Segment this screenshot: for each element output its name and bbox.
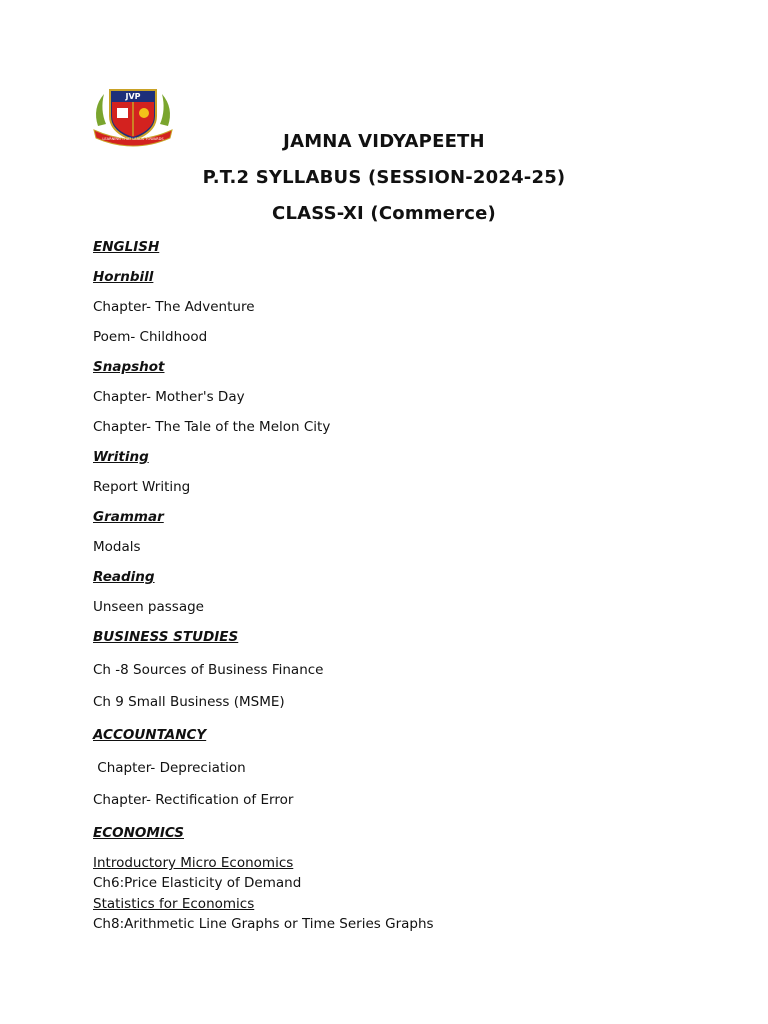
economics-heading: ECONOMICS (93, 825, 184, 841)
grammar-heading: Grammar (93, 509, 164, 525)
hornbill-poem: Poem- Childhood (93, 329, 208, 345)
snapshot-chapter-2: Chapter- The Tale of the Melon City (93, 419, 331, 435)
accountancy-chapter-2: Chapter- Rectification of Error (93, 792, 294, 808)
reading-item: Unseen passage (93, 599, 204, 615)
snapshot-heading: Snapshot (93, 359, 165, 375)
business-studies-heading: BUSINESS STUDIES (93, 629, 239, 645)
reading-heading: Reading (93, 569, 155, 585)
logo-motto: LEARNING THAT LEADS TOWARDS (102, 137, 164, 141)
class-title: CLASS-XI (Commerce) (272, 203, 496, 224)
school-name: JAMNA VIDYAPEETH (283, 131, 485, 152)
grammar-item: Modals (93, 539, 141, 555)
logo-initials: JVP (125, 92, 141, 101)
economics-book-2-chapter: Ch8:Arithmetic Line Graphs or Time Series Graphs (93, 916, 434, 932)
economics-book-1: Introductory Micro Economics (93, 855, 294, 871)
business-studies-chapter-1: Ch -8 Sources of Business Finance (93, 662, 324, 678)
writing-item: Report Writing (93, 479, 191, 495)
snapshot-chapter-1: Chapter- Mother's Day (93, 389, 245, 405)
economics-book-2: Statistics for Economics (93, 896, 255, 912)
writing-heading: Writing (93, 449, 149, 465)
hornbill-chapter: Chapter- The Adventure (93, 299, 255, 315)
accountancy-heading: ACCOUNTANCY (93, 727, 207, 743)
economics-book-1-chapter: Ch6:Price Elasticity of Demand (93, 875, 302, 891)
hornbill-heading: Hornbill (93, 269, 154, 285)
accountancy-chapter-1: Chapter- Depreciation (93, 760, 246, 776)
syllabus-title: P.T.2 SYLLABUS (SESSION-2024-25) (202, 167, 566, 188)
english-heading: ENGLISH (93, 239, 160, 255)
business-studies-chapter-2: Ch 9 Small Business (MSME) (93, 694, 285, 710)
